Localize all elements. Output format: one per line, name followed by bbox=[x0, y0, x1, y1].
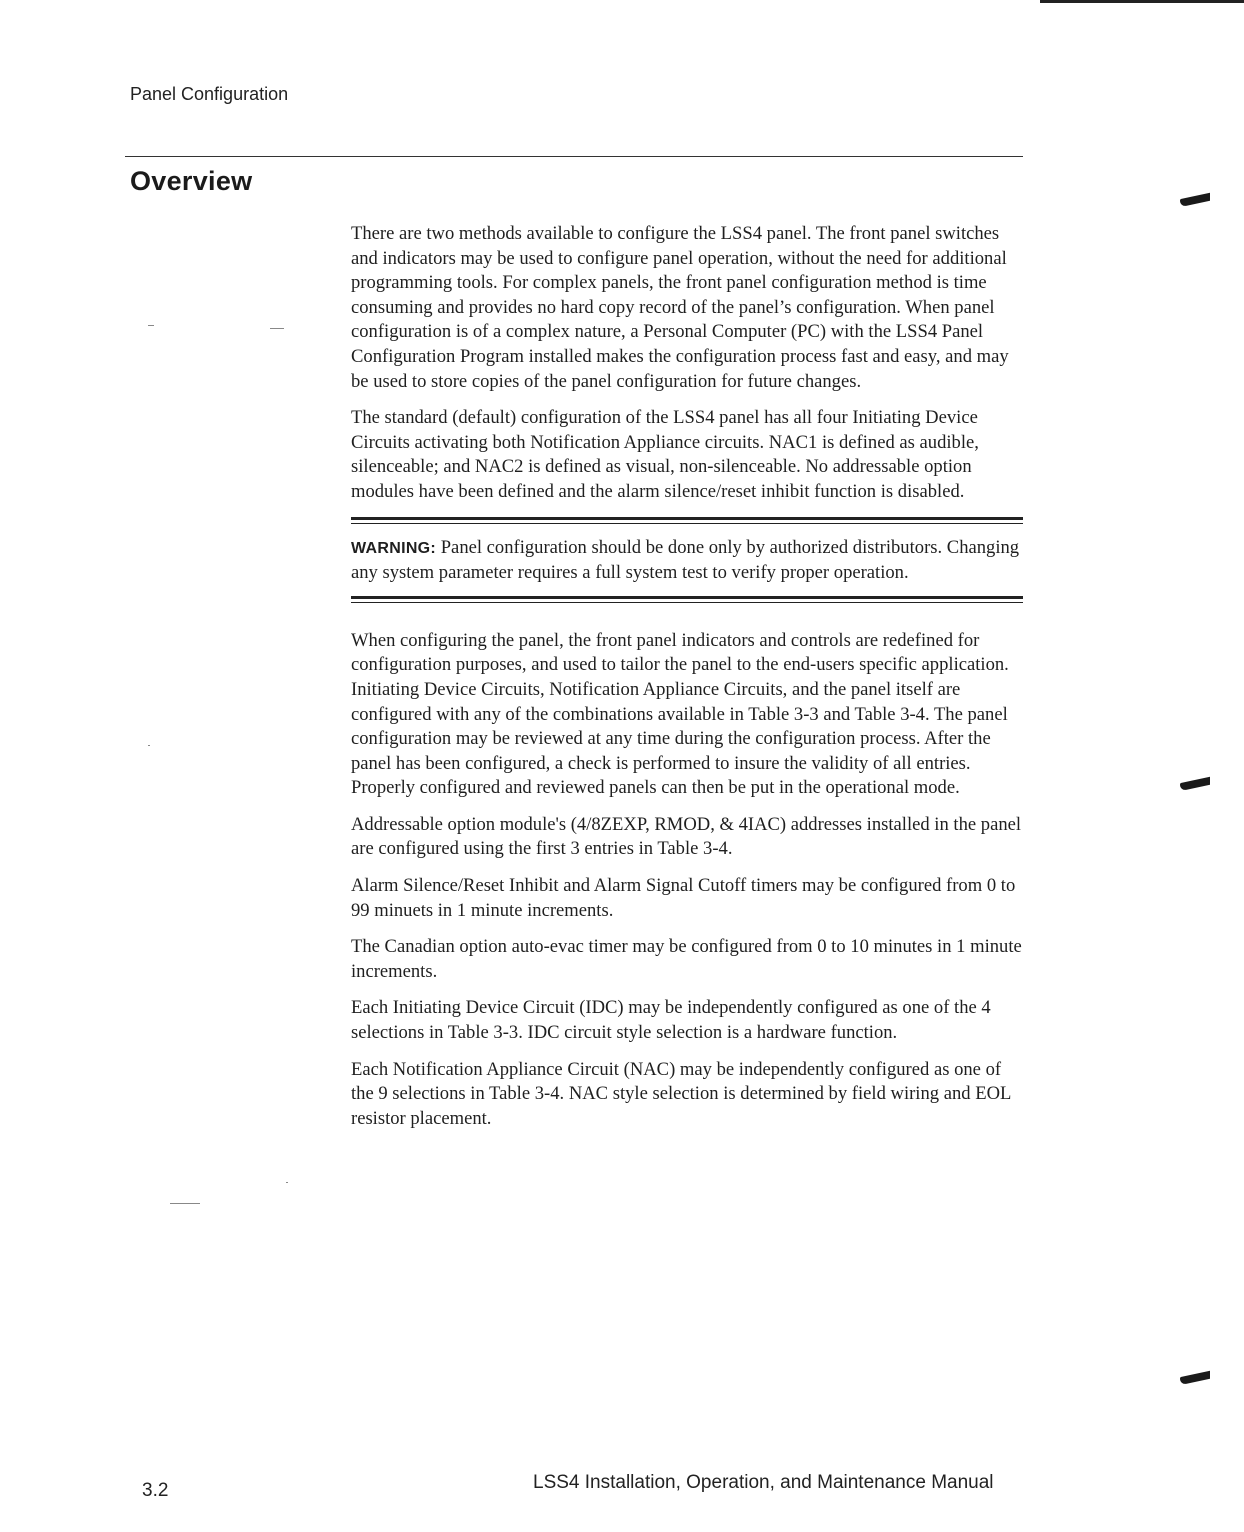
paragraph-default-configuration: The standard (default) configuration of the LSS4 panel has all four Initiating Device Circuits activating both Notification Appliance circuits. NAC1 is defined as audible, silenceable; and NAC2 is defined as visual, non-silenceable. No addressable option modules have been defined and the alarm silence/reset inhibit function is disabled. bbox=[351, 407, 979, 502]
paragraph-configuring-panel: When configuring the panel, the front panel indicators and controls are redefined for configuration purposes, and used to tailor the panel to the end-users specific application. Initiating Device Circuits, Notification Appliance Circuits, and the panel itself are configured with any of the combinations available in Table 3-3 and Table 3-4. The panel configuration may be reviewed at any time during the configuration process. After the panel has been configured, a check is performed to insure the validity of all entries. Properly configured and reviewed panels can then be put in the operational mode. bbox=[351, 629, 1009, 799]
scan-speck bbox=[286, 1182, 288, 1183]
warning-bottom-rule bbox=[351, 596, 1023, 603]
scan-speck bbox=[170, 1203, 200, 1204]
section-rule bbox=[125, 156, 1023, 157]
paragraph-methods: There are two methods available to configure the LSS4 panel. The front panel switches and indicators may be used to configure panel operation, without the need for additional programming tools. For complex panels, the front panel configuration method is time consuming and provides no hard copy record of the panel’s configuration. When panel configuration is of a complex nature, a Personal Computer (PC) with the LSS4 Panel Configuration Program installed makes the configuration process fast and easy, and may be used to store copies of the panel configuration for future changes. bbox=[351, 223, 1009, 392]
scan-speck bbox=[270, 328, 284, 329]
binder-tab-mark bbox=[1180, 777, 1210, 791]
running-header: Panel Configuration bbox=[130, 84, 289, 104]
binder-tab-mark bbox=[1180, 193, 1210, 207]
binder-tab-mark bbox=[1180, 1371, 1210, 1385]
warning-body: Panel configuration should be done only by authorized distributors. Changing any system parameter requires a full system test to verify proper operation. bbox=[351, 536, 1020, 584]
warning-box bbox=[351, 517, 1023, 603]
scan-speck bbox=[148, 745, 150, 746]
page-number: 3.2 bbox=[142, 1480, 169, 1501]
footer-manual-title: LSS4 Installation, Operation, and Maintenance Manual bbox=[533, 1472, 994, 1493]
paragraph-timers: Alarm Silence/Reset Inhibit and Alarm Signal Cutoff timers may be configured from 0 to 99 minuets in 1 minute increments. bbox=[351, 875, 1016, 921]
warning-top-rule bbox=[351, 517, 1023, 524]
paragraph-auto-evac: The Canadian option auto-evac timer may be configured from 0 to 10 minutes in 1 minute increments. bbox=[351, 936, 1022, 982]
top-edge-scan-line bbox=[1040, 0, 1244, 3]
body-content bbox=[351, 222, 1023, 1143]
warning-text bbox=[351, 524, 1023, 596]
paragraph-idc: Each Initiating Device Circuit (IDC) may be independently configured as one of the 4 selections in Table 3-3. IDC circuit style selection is a hardware function. bbox=[351, 997, 991, 1044]
paragraph-nac: Each Notification Appliance Circuit (NAC) may be independently configured as one of the 9 selections in Table 3-4. NAC style selection is determined by field wiring and EOL resistor placement. bbox=[351, 1058, 1011, 1129]
warning-label: WARNING: bbox=[351, 539, 437, 557]
scan-speck bbox=[148, 325, 154, 326]
section-title: Overview bbox=[130, 166, 253, 196]
paragraph-addressable-modules: Addressable option module's (4/8ZEXP, RMOD, & 4IAC) addresses installed in the panel are configured using the first 3 entries in Table 3-4. bbox=[351, 813, 1022, 860]
